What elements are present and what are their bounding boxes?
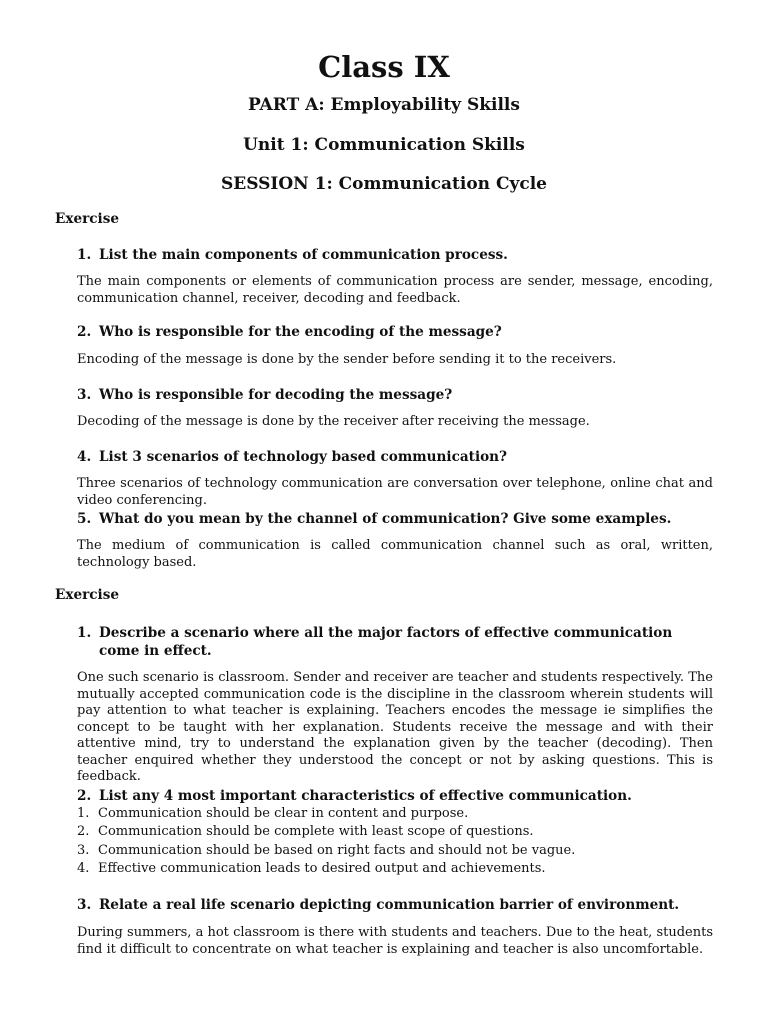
- question-text: Describe a scenario where all the major factors of effective communication come in effect.: [99, 625, 673, 659]
- question-text: List the main components of communication process.: [99, 247, 508, 263]
- answer: Decoding of the message is done by the receiver after receiving the message.: [77, 414, 590, 429]
- question-number: 4.: [77, 449, 92, 465]
- list-number: 4.: [77, 861, 90, 876]
- list-number: 2.: [77, 824, 90, 839]
- answer: Three scenarios of technology communication are conversation over telephone, online chat and video conferencing.: [77, 476, 713, 508]
- question-number: 2.: [77, 788, 92, 804]
- session-title: SESSION 1: Communication Cycle: [220, 174, 547, 194]
- question: [77, 787, 717, 805]
- list-text: Communication should be complete with least scope of questions.: [98, 824, 534, 839]
- list-item: [77, 842, 713, 861]
- question-text: Relate a real life scenario depicting communication barrier of environment.: [99, 897, 680, 913]
- list-item: [77, 860, 713, 879]
- question: [77, 896, 717, 914]
- list-number: 1.: [77, 806, 90, 821]
- question-text: List any 4 most important characteristics of effective communication.: [99, 788, 632, 804]
- list-text: Communication should be based on right facts and should not be vague.: [98, 843, 576, 858]
- list-text: Effective communication leads to desired output and achievements.: [98, 861, 546, 876]
- question-number: 1.: [77, 247, 92, 263]
- question-number: 1.: [77, 625, 92, 641]
- answer: The medium of communication is called communication channel such as oral, written, technology based.: [77, 538, 713, 570]
- question-text: List 3 scenarios of technology based communication?: [99, 449, 508, 465]
- part-title: PART A: Employability Skills: [248, 95, 520, 115]
- question-text: What do you mean by the channel of communication? Give some examples.: [99, 511, 672, 527]
- question: [77, 323, 717, 341]
- list-number: 3.: [77, 843, 90, 858]
- question: [77, 510, 717, 528]
- unit-title: Unit 1: Communication Skills: [243, 135, 525, 155]
- answer: Encoding of the message is done by the sender before sending it to the receivers.: [77, 352, 617, 367]
- list-item: [77, 805, 713, 824]
- question-text: Who is responsible for decoding the message?: [99, 387, 453, 403]
- list-item: [77, 823, 713, 842]
- exercise-heading: Exercise: [55, 211, 120, 227]
- question-text: Who is responsible for the encoding of the message?: [99, 324, 502, 340]
- answer: The main components or elements of communication process are sender, message, encoding, communication channel, receiver, decoding and feedback.: [77, 274, 713, 306]
- exercise-heading: Exercise: [55, 587, 120, 603]
- question: [77, 246, 717, 264]
- question-number: 2.: [77, 324, 92, 340]
- question-number: 5.: [77, 511, 92, 527]
- list-text: Communication should be clear in content and purpose.: [98, 806, 469, 821]
- question: [77, 624, 717, 660]
- class-title: Class IX: [318, 50, 450, 84]
- question: [77, 386, 717, 404]
- answer: One such scenario is classroom. Sender and receiver are teacher and students respectively. The mutually accepted communication code is the discipline in the classroom wherein students will pay attention to what teacher is explaining. Teachers encodes the message ie simplifies the concept to be taught with her explanation. Students receive the message and with their attentive mind, try to understand the explanation given by the teacher (decoding). Then teacher enquired whether they understood the concept or not by asking questions. This is feedback.: [77, 670, 713, 784]
- question: [77, 448, 717, 466]
- question-number: 3.: [77, 387, 92, 403]
- answer: During summers, a hot classroom is there with students and teachers. Due to the heat, students find it difficult to concentrate on what teacher is explaining and teacher is also uncomfortable.: [77, 925, 713, 957]
- question-number: 3.: [77, 897, 92, 913]
